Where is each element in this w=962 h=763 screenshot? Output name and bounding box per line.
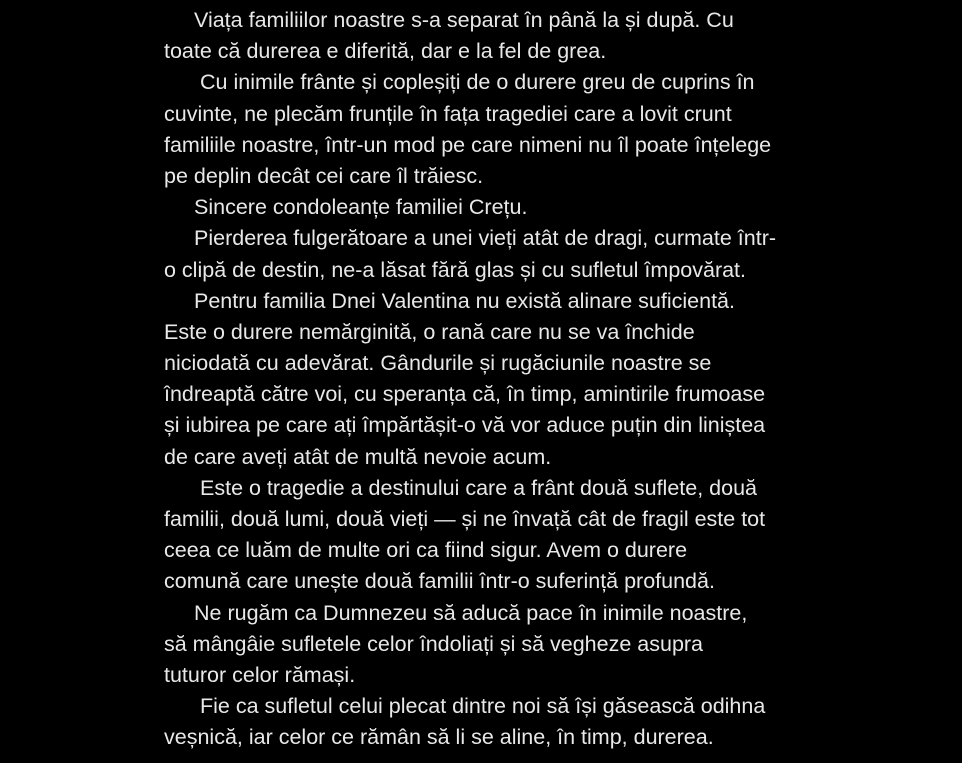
paragraph-8-line-1: Fie ca sufletul celui plecat dintre noi să își găsească odihna — [200, 694, 766, 719]
paragraph-5-line-6: de care aveți atât de multă nevoie acum. — [164, 444, 552, 469]
paragraph-5-line-5: și iubirea pe care ați împărtășit-o vă vor aduce puțin din liniștea — [164, 413, 766, 438]
paragraph-5-line-1: Pentru familia Dnei Valentina nu există alinare suficientă. — [194, 288, 735, 313]
paragraph-3-line-1: Sincere condoleanțe familiei Crețu. — [194, 195, 528, 220]
paragraph-4-line-2: o clipă de destin, ne-a lăsat fără glas și cu sufletul împovărat. — [164, 257, 747, 282]
paragraph-4-line-1: Pierderea fulgerătoare a unei vieți atât de dragi, curmate într- — [194, 226, 777, 251]
paragraph-7-line-1: Ne rugăm ca Dumnezeu să aducă pace în inimile noastre, — [194, 600, 748, 625]
paragraph-6-line-3: ceea ce luăm de multe ori ca fiind sigur. Avem o durere — [164, 538, 688, 563]
paragraph-6-line-4: comună care unește două familii într-o suferință profundă. — [164, 569, 715, 594]
paragraph-7-line-2: să mângâie sufletele celor îndoliați și să vegheze asupra — [164, 631, 704, 656]
paragraph-1-line-1: Viața familiilor noastre s-a separat în până la și după. Cu — [194, 8, 734, 32]
paragraph-5-line-3: niciodată cu adevărat. Gândurile și rugăciunile noastre se — [164, 351, 712, 376]
paragraph-6-line-2: familii, două lumi, două vieți — și ne învață cât de fragil este tot — [164, 507, 766, 531]
paragraph-2-line-3: familiile noastre, într-un mod pe care nimeni nu îl poate înțelege — [164, 132, 772, 157]
paragraph-7-line-3: tuturor celor rămași. — [164, 662, 356, 687]
paragraph-2-line-4: pe deplin decât cei care îl trăiesc. — [164, 163, 484, 188]
paragraph-5-line-4: îndreaptă către voi, cu speranța că, în timp, amintirile frumoase — [164, 382, 766, 407]
paragraph-1-line-2: toate că durerea e diferită, dar e la fel de grea. — [164, 39, 607, 64]
paragraph-6-line-1: Este o tragedie a destinului care a frânt două suflete, două — [200, 475, 757, 500]
paragraph-5-line-2: Este o durere nemărginită, o rană care nu se va închide — [164, 319, 695, 344]
paragraph-2-line-2: cuvinte, ne plecăm frunțile în fața tragediei care a lovit crunt — [164, 101, 732, 126]
paragraph-2-line-1: Cu inimile frânte și copleșiți de o durere greu de cuprins în — [200, 70, 755, 95]
paragraph-8-line-2: veșnică, iar celor ce rămân să li se aline, în timp, durerea. — [164, 725, 714, 750]
condolence-text — [164, 5, 824, 754]
